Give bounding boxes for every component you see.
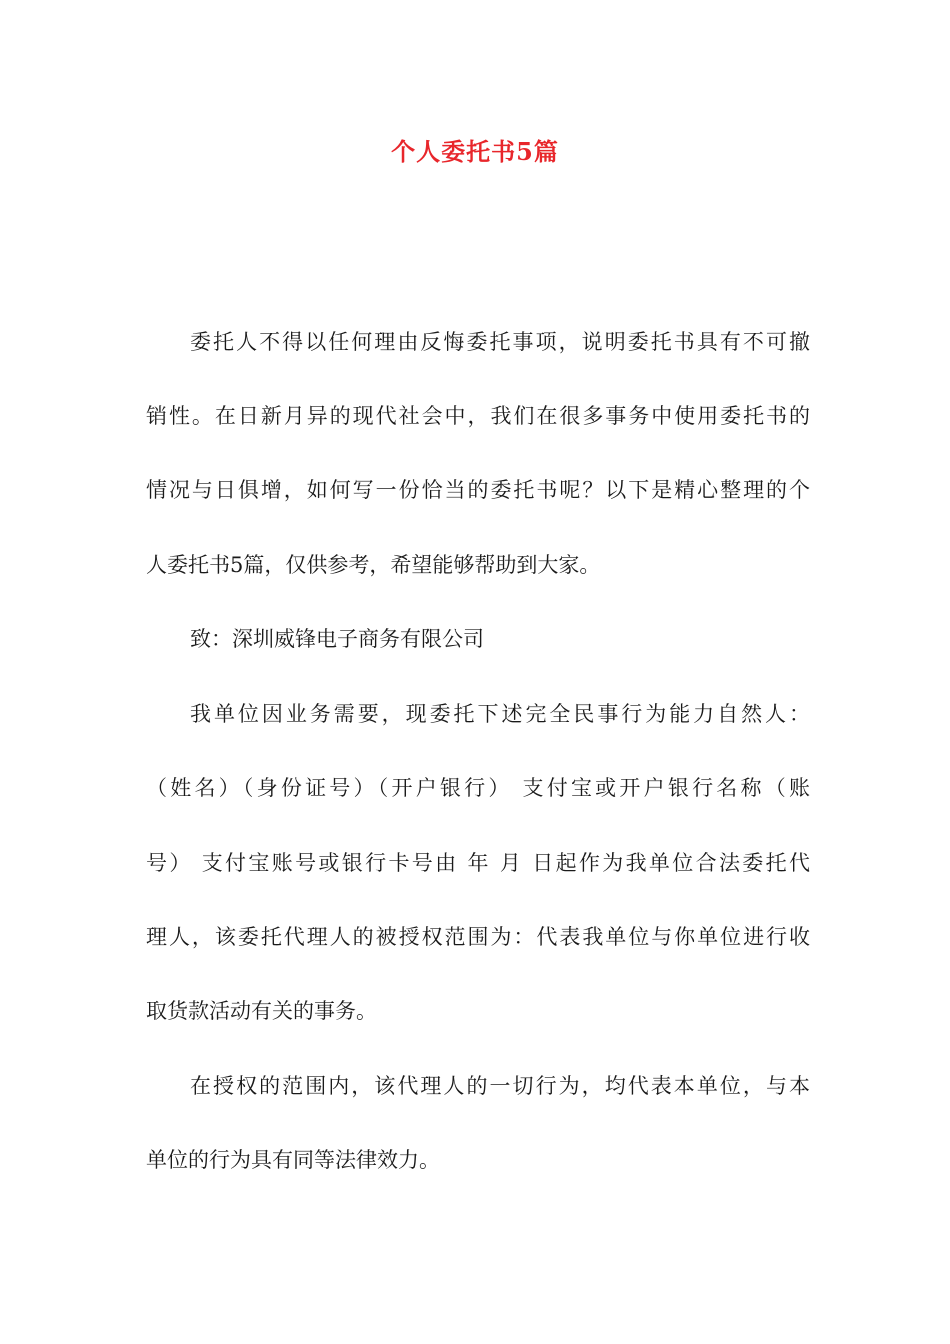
paragraph-line: 我单位因业务需要，现委托下述完全民事行为能力自然人： (190, 702, 810, 726)
paragraph-line: 号） 支付宝账号或银行卡号由 年 月 日起作为我单位合法委托代 (146, 851, 810, 875)
paragraph-line: 人委托书5篇，仅供参考，希望能够帮助到大家。 (146, 553, 601, 577)
paragraph-line: 理人，该委托代理人的被授权范围为：代表我单位与你单位进行收 (146, 925, 810, 949)
document-title: 个人委托书5篇 (391, 137, 559, 166)
addressee-line: 致：深圳威锋电子商务有限公司 (190, 627, 484, 651)
paragraph-line: 销性。在日新月异的现代社会中，我们在很多事务中使用委托书的 (146, 404, 810, 428)
paragraph-line: 情况与日俱增，如何写一份恰当的委托书呢？以下是精心整理的个 (146, 478, 810, 502)
paragraph-line: 单位的行为具有同等法律效力。 (146, 1148, 440, 1172)
paragraph-line: 委托人不得以任何理由反悔委托事项，说明委托书具有不可撤 (190, 330, 810, 354)
paragraph-line: 在授权的范围内，该代理人的一切行为，均代表本单位，与本 (190, 1074, 810, 1098)
paragraph-line: （姓名）（身份证号）（开户银行） 支付宝或开户银行名称（账 (146, 776, 810, 800)
paragraph-line: 取货款活动有关的事务。 (146, 999, 377, 1023)
